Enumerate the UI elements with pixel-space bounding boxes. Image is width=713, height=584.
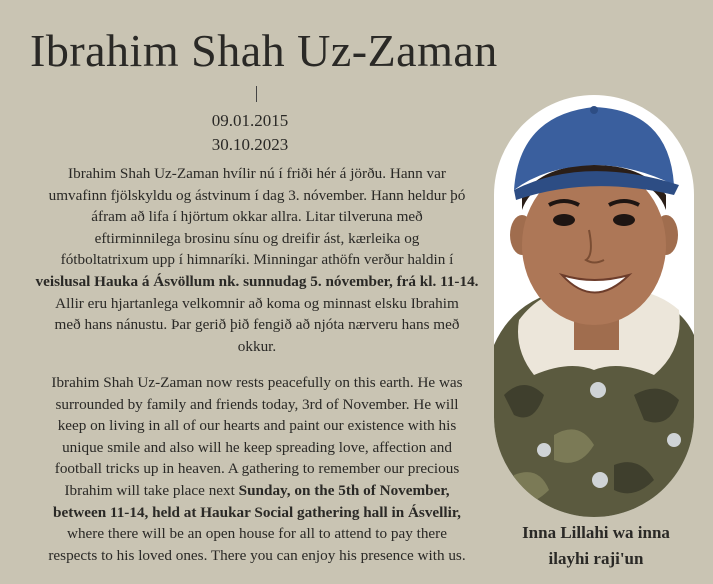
text-line: fótboltatrixum upp í himnaríki. Minningar athöfn verður haldin í [60, 251, 454, 269]
memorial-title: Ibrahim Shah Uz-Zaman [30, 25, 498, 76]
portrait-illustration [494, 95, 694, 517]
text-line: áfram að lifa í hjörtum okkar allra. Litar tilveruna með [91, 208, 423, 226]
text-line [22, 502, 492, 524]
divider [256, 86, 257, 102]
event-details-bold: veislusal Hauka á Ásvöllum nk. sunnudag 5. nóvember, frá kl. 11-14. [35, 272, 479, 290]
caption-line-1: Inna Lillahi wa inna [522, 523, 670, 542]
caption-line-2: ilayhi raji'un [548, 549, 644, 568]
text-line: surrounded by family and friends today, 3rd of November. He will [55, 395, 459, 413]
text-line: með hans nánustu. Þar gerið þið fengið að njóta nærveru hans með [54, 316, 460, 334]
event-location-bold: between 11-14, held at Haukar Social gathering hall in Ásvellir, [53, 503, 461, 521]
text-line: where there will be an open house for all to attend to pay there [67, 525, 447, 543]
text-line: football tricks up in heaven. A gathering to remember our precious [54, 460, 460, 478]
text-line: umvafinn fjölskyldu og ástvinum í dag 3. nóvember. Hann heldur þó [48, 186, 466, 204]
text-span: Ibrahim will take place next [64, 481, 239, 499]
text-line: okkur. [237, 337, 277, 355]
event-date-bold: Sunday, on the 5th of November, [238, 481, 450, 499]
text-line: unique smile and also will he keep spreading love, affection and [62, 438, 452, 456]
birth-date: 09.01.2015 [211, 111, 289, 130]
portrait-photo [494, 95, 694, 517]
prayer-caption [496, 520, 696, 572]
death-date: 30.10.2023 [211, 135, 289, 154]
english-paragraph [22, 372, 492, 566]
text-line: eftirminnilega brosinu sínu og dreifir ást, kærleika og [94, 229, 420, 247]
text-line: Ibrahim Shah Uz-Zaman now rests peacefully on this earth. He was [51, 374, 463, 391]
dates [150, 109, 350, 157]
text-line: respects to his loved ones. There you can enjoy his presence with us. [48, 546, 466, 564]
text-line [22, 480, 492, 502]
text-line: keep on living in all of our hearts and paint our existence with his [57, 417, 457, 435]
text-line [22, 271, 492, 293]
text-line: Ibrahim Shah Uz-Zaman hvílir nú í friði hér á jörðu. Hann var [68, 165, 446, 182]
icelandic-paragraph [22, 163, 492, 357]
text-line: Allir eru hjartanlega velkomnir að koma og minnast elsku Ibrahim [55, 294, 459, 312]
